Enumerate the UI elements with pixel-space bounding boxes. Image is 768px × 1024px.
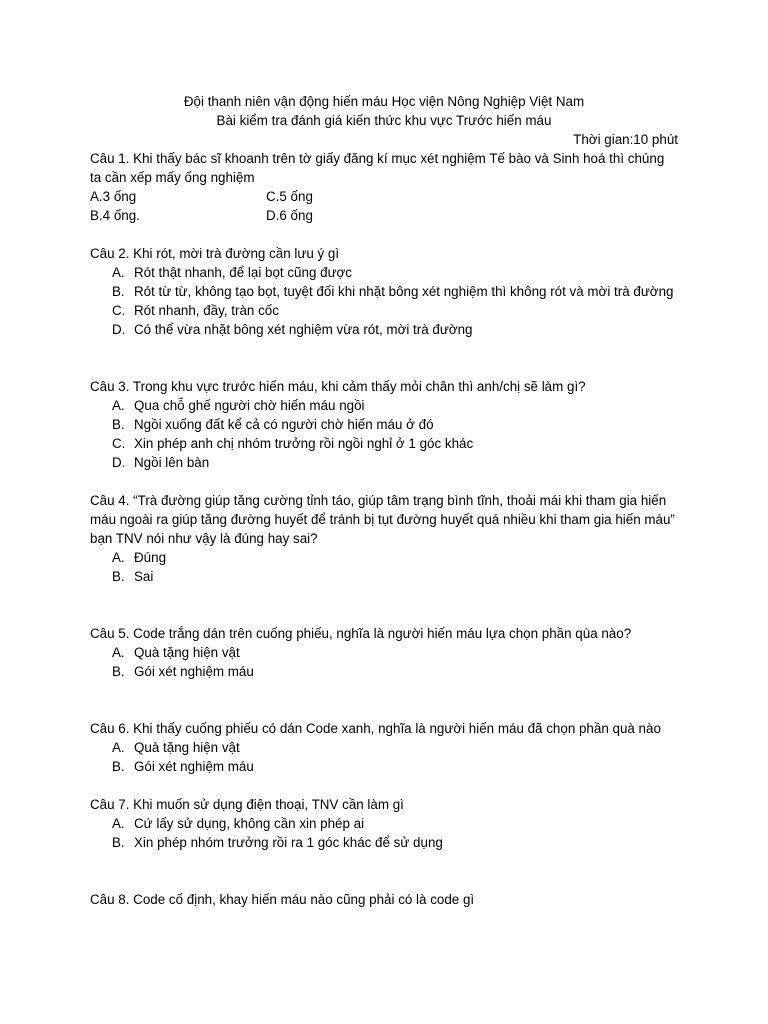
option-c: C.5 ống xyxy=(266,189,313,204)
question-7-text: Câu 7. Khi muốn sử dụng điện thoại, TNV cần làm gì xyxy=(90,797,404,812)
option-a xyxy=(112,396,678,415)
document-page xyxy=(90,92,678,909)
option-letter: A. xyxy=(112,398,125,413)
question-2-text: Câu 2. Khi rót, mời trà đường cần lưu ý gì xyxy=(90,246,340,261)
option-b xyxy=(112,833,678,852)
question-3 xyxy=(90,377,678,472)
option-c xyxy=(112,301,678,320)
option-text: Rót nhanh, đầy, tràn cốc xyxy=(134,303,279,318)
question-2-options xyxy=(90,263,678,339)
question-5 xyxy=(90,624,678,681)
option-text: Đúng xyxy=(134,550,167,565)
option-b xyxy=(112,282,678,301)
option-text: Quà tặng hiện vật xyxy=(134,645,240,660)
question-5-text: Câu 5. Code trắng dán trên cuống phiếu, nghĩa là người hiến máu lựa chọn phần qùa nào? xyxy=(90,626,632,641)
question-1-text: Câu 1. Khi thấy bác sĩ khoanh trên tờ giấy đăng kí mục xét nghiệm Tế bào và Sinh hoá thì chúng ta cần xếp mấy ống nghiệm xyxy=(90,151,665,185)
question-6-text: Câu 6. Khi thấy cuống phiếu có dán Code xanh, nghĩa là người hiến máu đã chọn phần quà nào xyxy=(90,721,661,736)
option-letter: B. xyxy=(112,664,125,679)
option-text: Rót từ từ, không tạo bọt, tuyệt đối khi nhặt bông xét nghiệm thì không rót và mời trà đường xyxy=(134,284,674,299)
question-8 xyxy=(90,890,678,909)
option-b xyxy=(112,567,678,586)
question-2 xyxy=(90,244,678,339)
question-4-options xyxy=(90,548,678,586)
option-letter: D. xyxy=(112,322,126,337)
option-b xyxy=(112,757,678,776)
option-a xyxy=(112,643,678,662)
option-b xyxy=(112,662,678,681)
option-text: Sai xyxy=(134,569,154,584)
option-letter: A. xyxy=(112,645,125,660)
header-organization: Đội thanh niên vận động hiến máu Học viện Nông Nghiệp Việt Nam xyxy=(183,94,585,109)
question-6 xyxy=(90,719,678,776)
question-4 xyxy=(90,491,678,586)
option-text: Quà tặng hiện vật xyxy=(134,740,240,755)
option-letter: B. xyxy=(112,569,125,584)
option-a xyxy=(112,738,678,757)
option-a xyxy=(112,814,678,833)
question-7-options xyxy=(90,814,678,852)
option-letter: A. xyxy=(112,816,125,831)
option-text: Xin phép anh chị nhóm trưởng rồi ngồi nghỉ ở 1 góc khác xyxy=(134,436,474,451)
option-letter: A. xyxy=(112,550,125,565)
option-a xyxy=(112,263,678,282)
option-d xyxy=(112,453,678,472)
option-a xyxy=(112,548,678,567)
question-4-text: Câu 4. “Trà đường giúp tăng cường tỉnh táo, giúp tâm trạng bình tĩnh, thoải mái khi tham gia hiến máu ngoài ra giúp tăng đường huyết để tránh bị tụt đường huyết quá nhiều khi tham gia hiến máu” bạn TNV nói như vậy là đúng hay sai? xyxy=(90,493,675,546)
option-letter: A. xyxy=(112,740,125,755)
question-6-options xyxy=(90,738,678,776)
question-3-options xyxy=(90,396,678,472)
question-1-options xyxy=(90,187,678,225)
option-letter: B. xyxy=(112,759,125,774)
option-b xyxy=(112,415,678,434)
option-text: Ngồi lên bàn xyxy=(134,455,210,470)
option-text: Gói xét nghiệm máu xyxy=(134,664,254,679)
header-time-limit: Thời gian:10 phút xyxy=(573,132,678,147)
option-d xyxy=(112,320,678,339)
question-3-text: Câu 3. Trong khu vực trước hiến máu, khi cảm thấy mỏi chân thì anh/chị sẽ làm gì? xyxy=(90,379,586,394)
option-text: Xin phép nhóm trưởng rồi ra 1 góc khác để sử dụng xyxy=(134,835,443,850)
option-text: Cứ lấy sử dụng, không cần xin phép ai xyxy=(134,816,365,831)
header-test-title: Bài kiểm tra đánh giá kiến thức khu vực Trước hiến máu xyxy=(216,113,552,128)
option-text: Có thể vừa nhặt bông xét nghiệm vừa rót, mời trà đường xyxy=(134,322,473,337)
question-1 xyxy=(90,149,678,225)
option-letter: B. xyxy=(112,417,125,432)
option-text: Gói xét nghiệm máu xyxy=(134,759,254,774)
option-letter: D. xyxy=(112,455,126,470)
option-d: D.6 ống xyxy=(266,208,313,223)
question-8-text: Câu 8. Code cố định, khay hiến máu nào cũng phải có là code gì xyxy=(90,892,475,907)
question-7 xyxy=(90,795,678,852)
option-a: A.3 ống xyxy=(90,189,137,204)
option-c xyxy=(112,434,678,453)
option-letter: B. xyxy=(112,835,125,850)
option-letter: C. xyxy=(112,436,126,451)
option-letter: C. xyxy=(112,303,126,318)
option-text: Ngồi xuống đất kể cả có người chờ hiến máu ở đó xyxy=(134,417,434,432)
option-letter: B. xyxy=(112,284,125,299)
question-5-options xyxy=(90,643,678,681)
option-text: Rót thật nhanh, để lại bọt cũng được xyxy=(134,265,353,280)
option-letter: A. xyxy=(112,265,125,280)
option-text: Qua chỗ ghế người chờ hiến máu ngồi xyxy=(134,398,365,413)
option-b: B.4 ống. xyxy=(90,208,140,223)
